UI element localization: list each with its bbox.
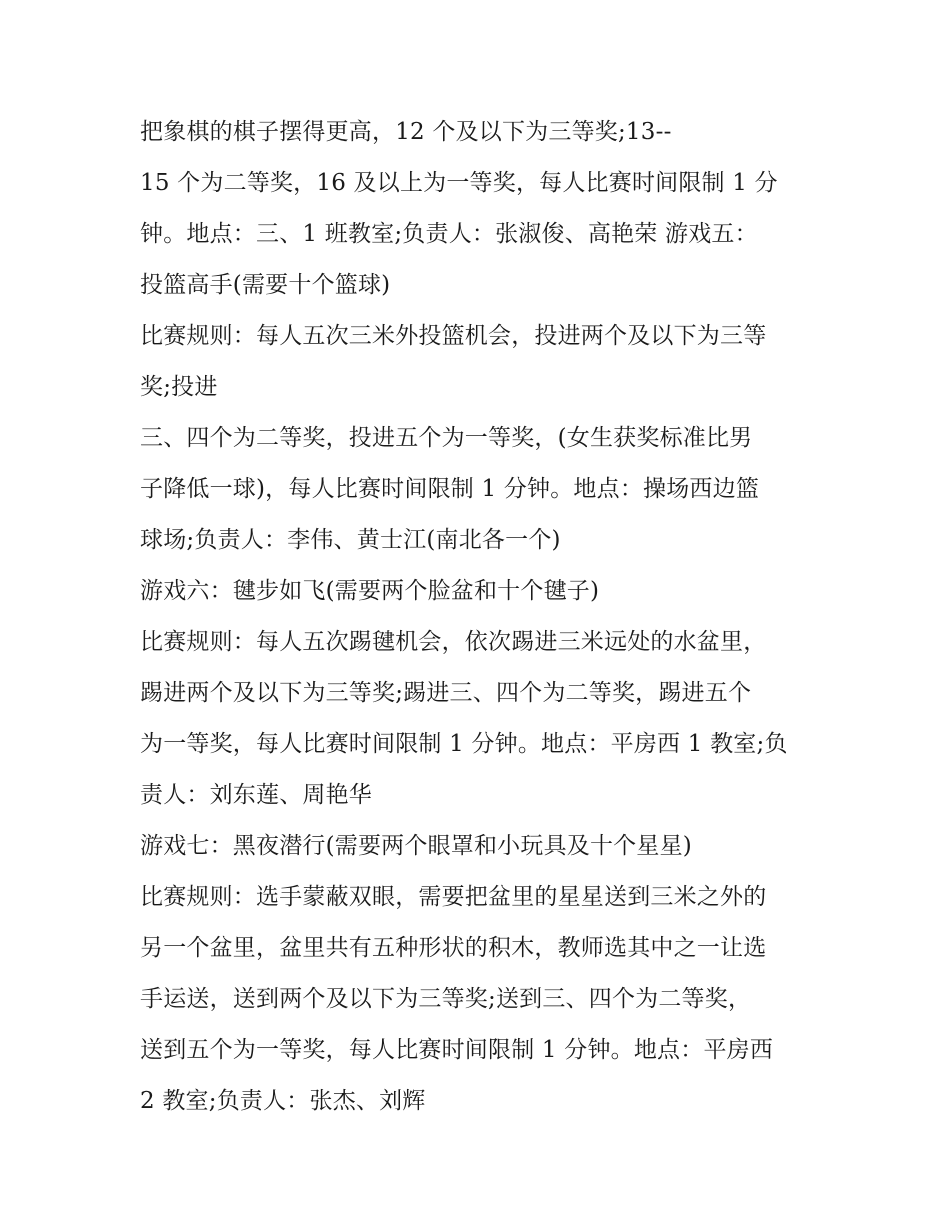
text-line: 三、四个为二等奖，投进五个为一等奖，(女生获奖标准比男 [140, 425, 753, 451]
text-line: 奖;投进 [140, 374, 218, 400]
text-line: 2 教室;负责人：张杰、刘辉 [140, 1088, 426, 1114]
text-line: 送到五个为一等奖，每人比赛时间限制 1 分钟。地点：平房西 [140, 1037, 774, 1063]
text-line: 手运送，送到两个及以下为三等奖;送到三、四个为二等奖， [140, 986, 752, 1012]
text-line: 另一个盆里，盆里共有五种形状的积木，教师选其中之一让选 [140, 935, 767, 961]
text-line: 比赛规则：每人五次三米外投篮机会，投进两个及以下为三等 [140, 323, 767, 349]
text-line: 游戏七：黑夜潜行(需要两个眼罩和小玩具及十个星星) [140, 833, 692, 859]
text-line: 球场;负责人：李伟、黄士江(南北各一个) [140, 527, 561, 553]
text-line: 责人：刘东莲、周艳华 [140, 782, 372, 808]
text-line: 投篮高手(需要十个篮球) [140, 272, 391, 298]
document-body [140, 107, 830, 1127]
text-line: 比赛规则：选手蒙蔽双眼，需要把盆里的星星送到三米之外的 [140, 884, 767, 910]
text-line: 把象棋的棋子摆得更高，12 个及以下为三等奖;13-- [140, 119, 672, 145]
text-line: 子降低一球)，每人比赛时间限制 1 分钟。地点：操场西边篮 [140, 476, 760, 502]
text-line: 踢进两个及以下为三等奖;踢进三、四个为二等奖，踢进五个 [140, 680, 752, 706]
text-line: 15 个为二等奖，16 及以上为一等奖，每人比赛时间限制 1 分 [140, 170, 778, 196]
text-line: 游戏六：毽步如飞(需要两个脸盆和十个毽子) [140, 578, 600, 604]
text-line: 为一等奖，每人比赛时间限制 1 分钟。地点：平房西 1 教室;负 [140, 731, 788, 757]
text-line: 钟。地点：三、1 班教室;负责人：张淑俊、高艳荣 游戏五： [140, 221, 758, 247]
text-line: 比赛规则：每人五次踢毽机会，依次踢进三米远处的水盆里， [140, 629, 767, 655]
